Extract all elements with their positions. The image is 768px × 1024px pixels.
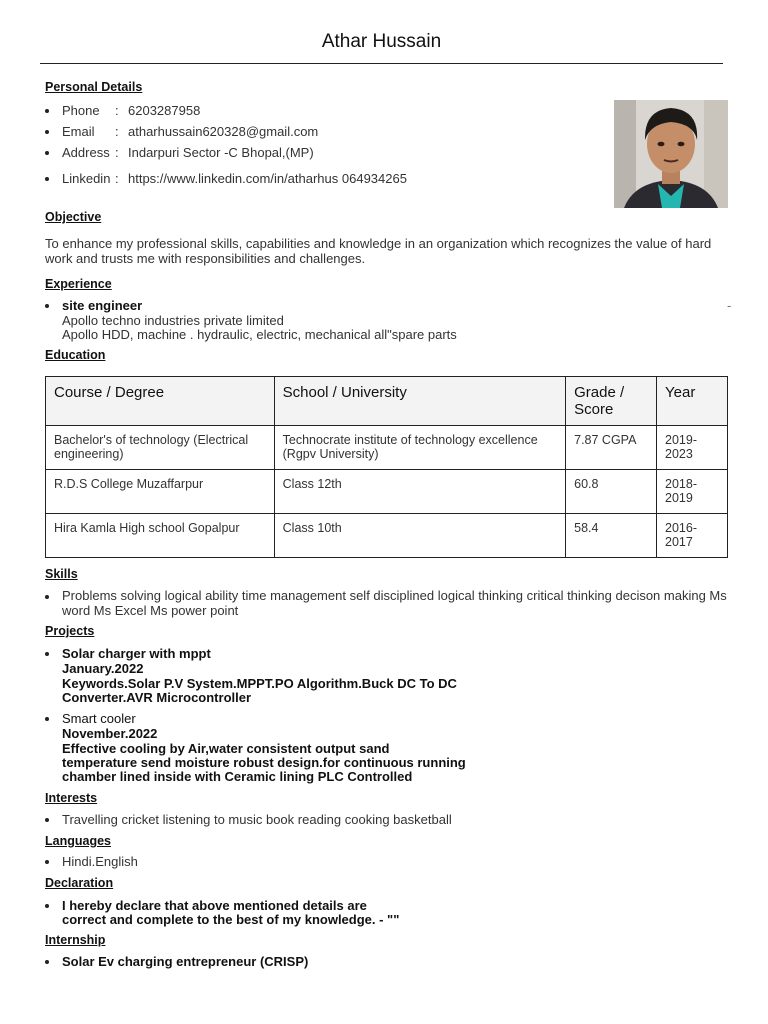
section-languages: Languages	[45, 834, 111, 848]
bullet-icon	[45, 304, 49, 308]
experience-role: site engineer	[62, 298, 143, 313]
address-label: Address	[62, 145, 110, 160]
section-experience: Experience	[45, 277, 112, 291]
header-divider	[40, 63, 723, 64]
profile-photo-image	[614, 100, 728, 208]
declaration-line2: correct and complete to the best of my knowledge. - ""	[62, 912, 400, 927]
table-row	[46, 470, 728, 514]
declaration-line1: I hereby declare that above mentioned details are	[62, 898, 367, 913]
bullet-icon	[45, 904, 49, 908]
course-cell: Bachelor's of technology (Electrical engineering)	[46, 426, 275, 470]
header-year: Year	[657, 377, 728, 426]
project-2-desc-line1: Effective cooling by Air,water consistent output sand	[62, 741, 390, 756]
linkedin-colon: :	[115, 171, 119, 186]
internship-text: Solar Ev charging entrepreneur (CRISP)	[62, 954, 309, 969]
school-cell: Technocrate institute of technology excellence (Rgpv University)	[274, 426, 565, 470]
project-2-title: Smart cooler	[62, 711, 136, 726]
experience-dash: -	[727, 298, 732, 313]
section-internship: Internship	[45, 933, 106, 947]
experience-details: Apollo HDD, machine . hydraulic, electric, mechanical all"spare parts	[62, 327, 457, 342]
email-label: Email	[62, 124, 95, 139]
skills-text: Problems solving logical ability time management self disciplined logical thinking critical thinking decison making Ms word Ms Excel Ms power point	[62, 588, 727, 618]
course-cell: Hira Kamla High school Gopalpur	[46, 514, 275, 558]
course-cell: R.D.S College Muzaffarpur	[46, 470, 275, 514]
objective-text: To enhance my professional skills, capabilities and knowledge in an organization which recognizes the value of hard work and trusts me with responsibilities and challenges.	[45, 236, 712, 266]
project-2-date: November.2022	[62, 726, 158, 741]
school-cell: Class 10th	[274, 514, 565, 558]
year-cell: 2018-2019	[657, 470, 728, 514]
bullet-icon	[45, 177, 49, 181]
project-1-desc-line1: Keywords.Solar P.V System.MPPT.PO Algorithm.Buck DC To DC	[62, 676, 457, 691]
year-cell: 2019-2023	[657, 426, 728, 470]
project-2-desc-line2: temperature send moisture robust design.for continuous running	[62, 755, 466, 770]
section-skills: Skills	[45, 567, 78, 581]
table-row	[46, 426, 728, 470]
header-course: Course / Degree	[46, 377, 275, 426]
header-school: School / University	[274, 377, 565, 426]
section-projects: Projects	[45, 624, 95, 638]
grade-cell: 7.87 CGPA	[566, 426, 657, 470]
section-personal-details: Personal Details	[45, 80, 143, 94]
table-row	[46, 514, 728, 558]
school-cell: Class 12th	[274, 470, 565, 514]
bullet-icon	[45, 130, 49, 134]
bullet-icon	[45, 818, 49, 822]
email-value[interactable]: atharhussain620328@gmail.com	[128, 124, 319, 139]
profile-photo	[614, 100, 728, 208]
address-value: Indarpuri Sector -C Bhopal,(MP)	[128, 145, 314, 160]
languages-text: Hindi.English	[62, 854, 138, 869]
section-interests: Interests	[45, 791, 98, 805]
bullet-icon	[45, 652, 49, 656]
project-1-title: Solar charger with mppt	[62, 646, 211, 661]
interests-text: Travelling cricket listening to music book reading cooking basketball	[62, 812, 452, 827]
grade-cell: 60.8	[566, 470, 657, 514]
section-objective: Objective	[45, 210, 102, 224]
project-1-desc-line2: Converter.AVR Microcontroller	[62, 690, 252, 705]
grade-cell: 58.4	[566, 514, 657, 558]
linkedin-value[interactable]: https://www.linkedin.com/in/atharhus 064934265	[128, 171, 407, 186]
phone-value: 6203287958	[128, 103, 201, 118]
address-colon: :	[115, 145, 119, 160]
year-cell: 2016-2017	[657, 514, 728, 558]
bullet-icon	[45, 960, 49, 964]
project-2-desc-line3: chamber lined inside with Ceramic lining PLC Controlled	[62, 769, 413, 784]
bullet-icon	[45, 109, 49, 113]
experience-company: Apollo techno industries private limited	[62, 313, 284, 328]
bullet-icon	[45, 595, 49, 599]
email-colon: :	[115, 124, 119, 139]
section-education: Education	[45, 348, 106, 362]
linkedin-label: Linkedin	[62, 171, 111, 186]
bullet-icon	[45, 717, 49, 721]
bullet-icon	[45, 151, 49, 155]
project-1-date: January.2022	[62, 661, 144, 676]
header-grade: Grade / Score	[566, 377, 657, 426]
section-declaration: Declaration	[45, 876, 114, 890]
phone-label: Phone	[62, 103, 100, 118]
phone-colon: :	[115, 103, 119, 118]
education-header-row	[46, 377, 728, 426]
bullet-icon	[45, 860, 49, 864]
education-table	[45, 376, 728, 558]
resume-name: Athar Hussain	[321, 31, 442, 52]
